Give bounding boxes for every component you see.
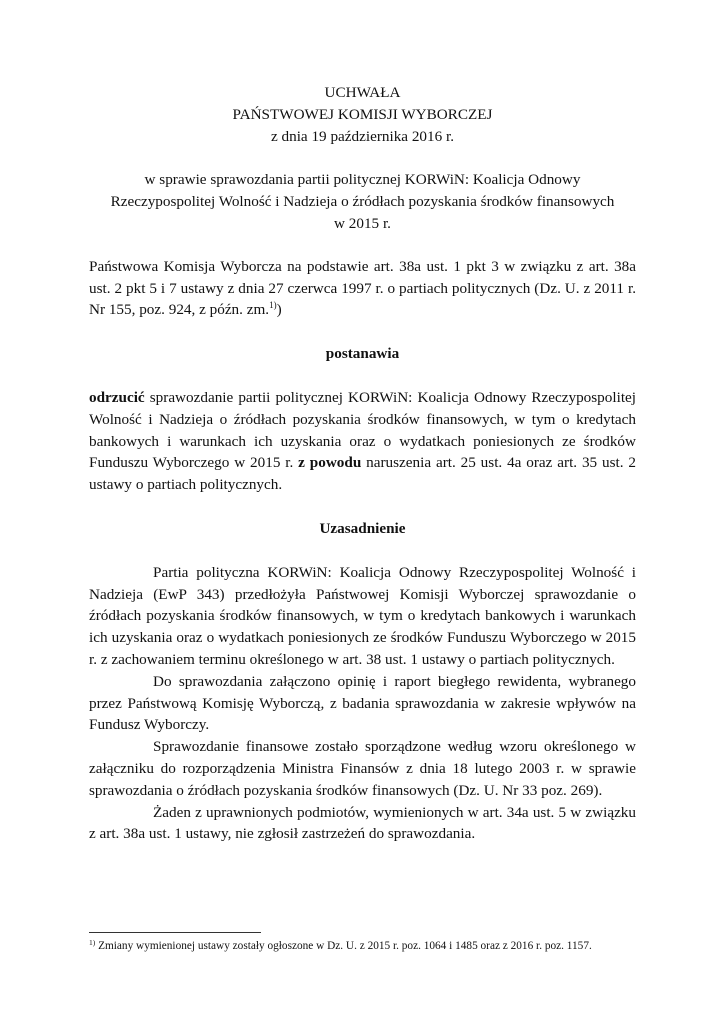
- legal-basis-paragraph: [89, 256, 636, 321]
- justification-heading: Uzasadnienie: [319, 519, 406, 537]
- document-title: UCHWAŁA: [324, 84, 401, 101]
- decision-text: naruszenia art. 25 ust. 4a oraz art. 35 ust. 2 ustawy o partiach politycznych.: [89, 454, 636, 494]
- document-issuer: PAŃSTWOWEJ KOMISJI WYBORCZEJ: [232, 105, 493, 123]
- footnote-divider: [89, 932, 261, 933]
- decision-verb: odrzucić: [89, 388, 145, 406]
- justification-body: [89, 562, 636, 845]
- subject-line: w 2015 r.: [334, 214, 391, 232]
- footnote-text: Zmiany wymienionej ustawy zostały ogłoszone w Dz. U. z 2015 r. poz. 1064 i 1485 oraz z 2016 r. poz. 1157.: [95, 940, 592, 952]
- footnote-reference: 1): [269, 300, 277, 311]
- subject-line: Rzeczypospolitej Wolność i Nadzieja o źródłach pozyskania środków finansowych: [110, 193, 615, 211]
- document-date: z dnia 19 października 2016 r.: [270, 127, 455, 145]
- subject-line: w sprawie sprawozdania partii politycznej KORWiN: Koalicja Odnowy: [144, 171, 581, 189]
- justification-paragraph: Sprawozdanie finansowe zostało sporządzone według wzoru określonego w załączniku do rozporządzenia Ministra Finansów z dnia 18 lutego 2003 r. w sprawie sprawozdania o źródłach pozyskania środków finansowych (Dz. U. Nr 33 poz. 269).: [89, 738, 636, 799]
- decision-reason-phrase: z powodu: [298, 454, 362, 472]
- legal-basis-text: Państwowa Komisja Wyborcza na podstawie art. 38a ust. 1 pkt 3 w związku z art. 38a ust. 2 pkt 5 i 7 ustawy z dnia 27 czerwca 1997 r. o partiach politycznych (Dz. U. z 2011 r. Nr 155, poz. 924, z późn. zm.: [89, 257, 636, 319]
- decision-text: sprawozdanie partii politycznej KORWiN: Koalicja Odnowy Rzeczypospolitej Wolność i Nadzieja o źródłach pozyskania środków finansowych, w tym o kredytach bankowych i warunkach ich uzyskania oraz o wydatkach poniesionych ze środków Funduszu Wyborczego w 2015 r.: [89, 388, 636, 472]
- decision-paragraph: [89, 387, 636, 496]
- justification-paragraph: Do sprawozdania załączono opinię i raport biegłego rewidenta, wybranego przez Państwową Komisję Wyborczą, z badania sprawozdania w zakresie wpływów na Fundusz Wyborczy.: [89, 672, 636, 734]
- justification-paragraph: Partia polityczna KORWiN: Koalicja Odnowy Rzeczypospolitej Wolność i Nadzieja (EwP 343) przedłożyła Państwowej Komisji Wyborczej sprawozdanie o źródłach pozyskania środków finansowych, w tym o kredytach bankowych i warunkach ich uzyskania oraz o wydatkach poniesionych ze środków Funduszu Wyborczego w 2015 r. z zachowaniem terminu określonego w art. 38 ust. 1 ustawy o partiach politycznych.: [89, 563, 636, 668]
- justification-paragraph: Żaden z uprawnionych podmiotów, wymienionych w art. 34a ust. 5 w związku z art. 38a ust. 1 ustawy, nie zgłosił zastrzeżeń do sprawozdania.: [89, 803, 636, 843]
- document-page: [89, 82, 636, 845]
- footnote-marker: 1): [89, 938, 96, 947]
- decision-heading: postanawia: [325, 345, 400, 363]
- footnote: [89, 939, 649, 954]
- subject-block: [89, 169, 636, 234]
- legal-basis-closing: ): [276, 301, 282, 319]
